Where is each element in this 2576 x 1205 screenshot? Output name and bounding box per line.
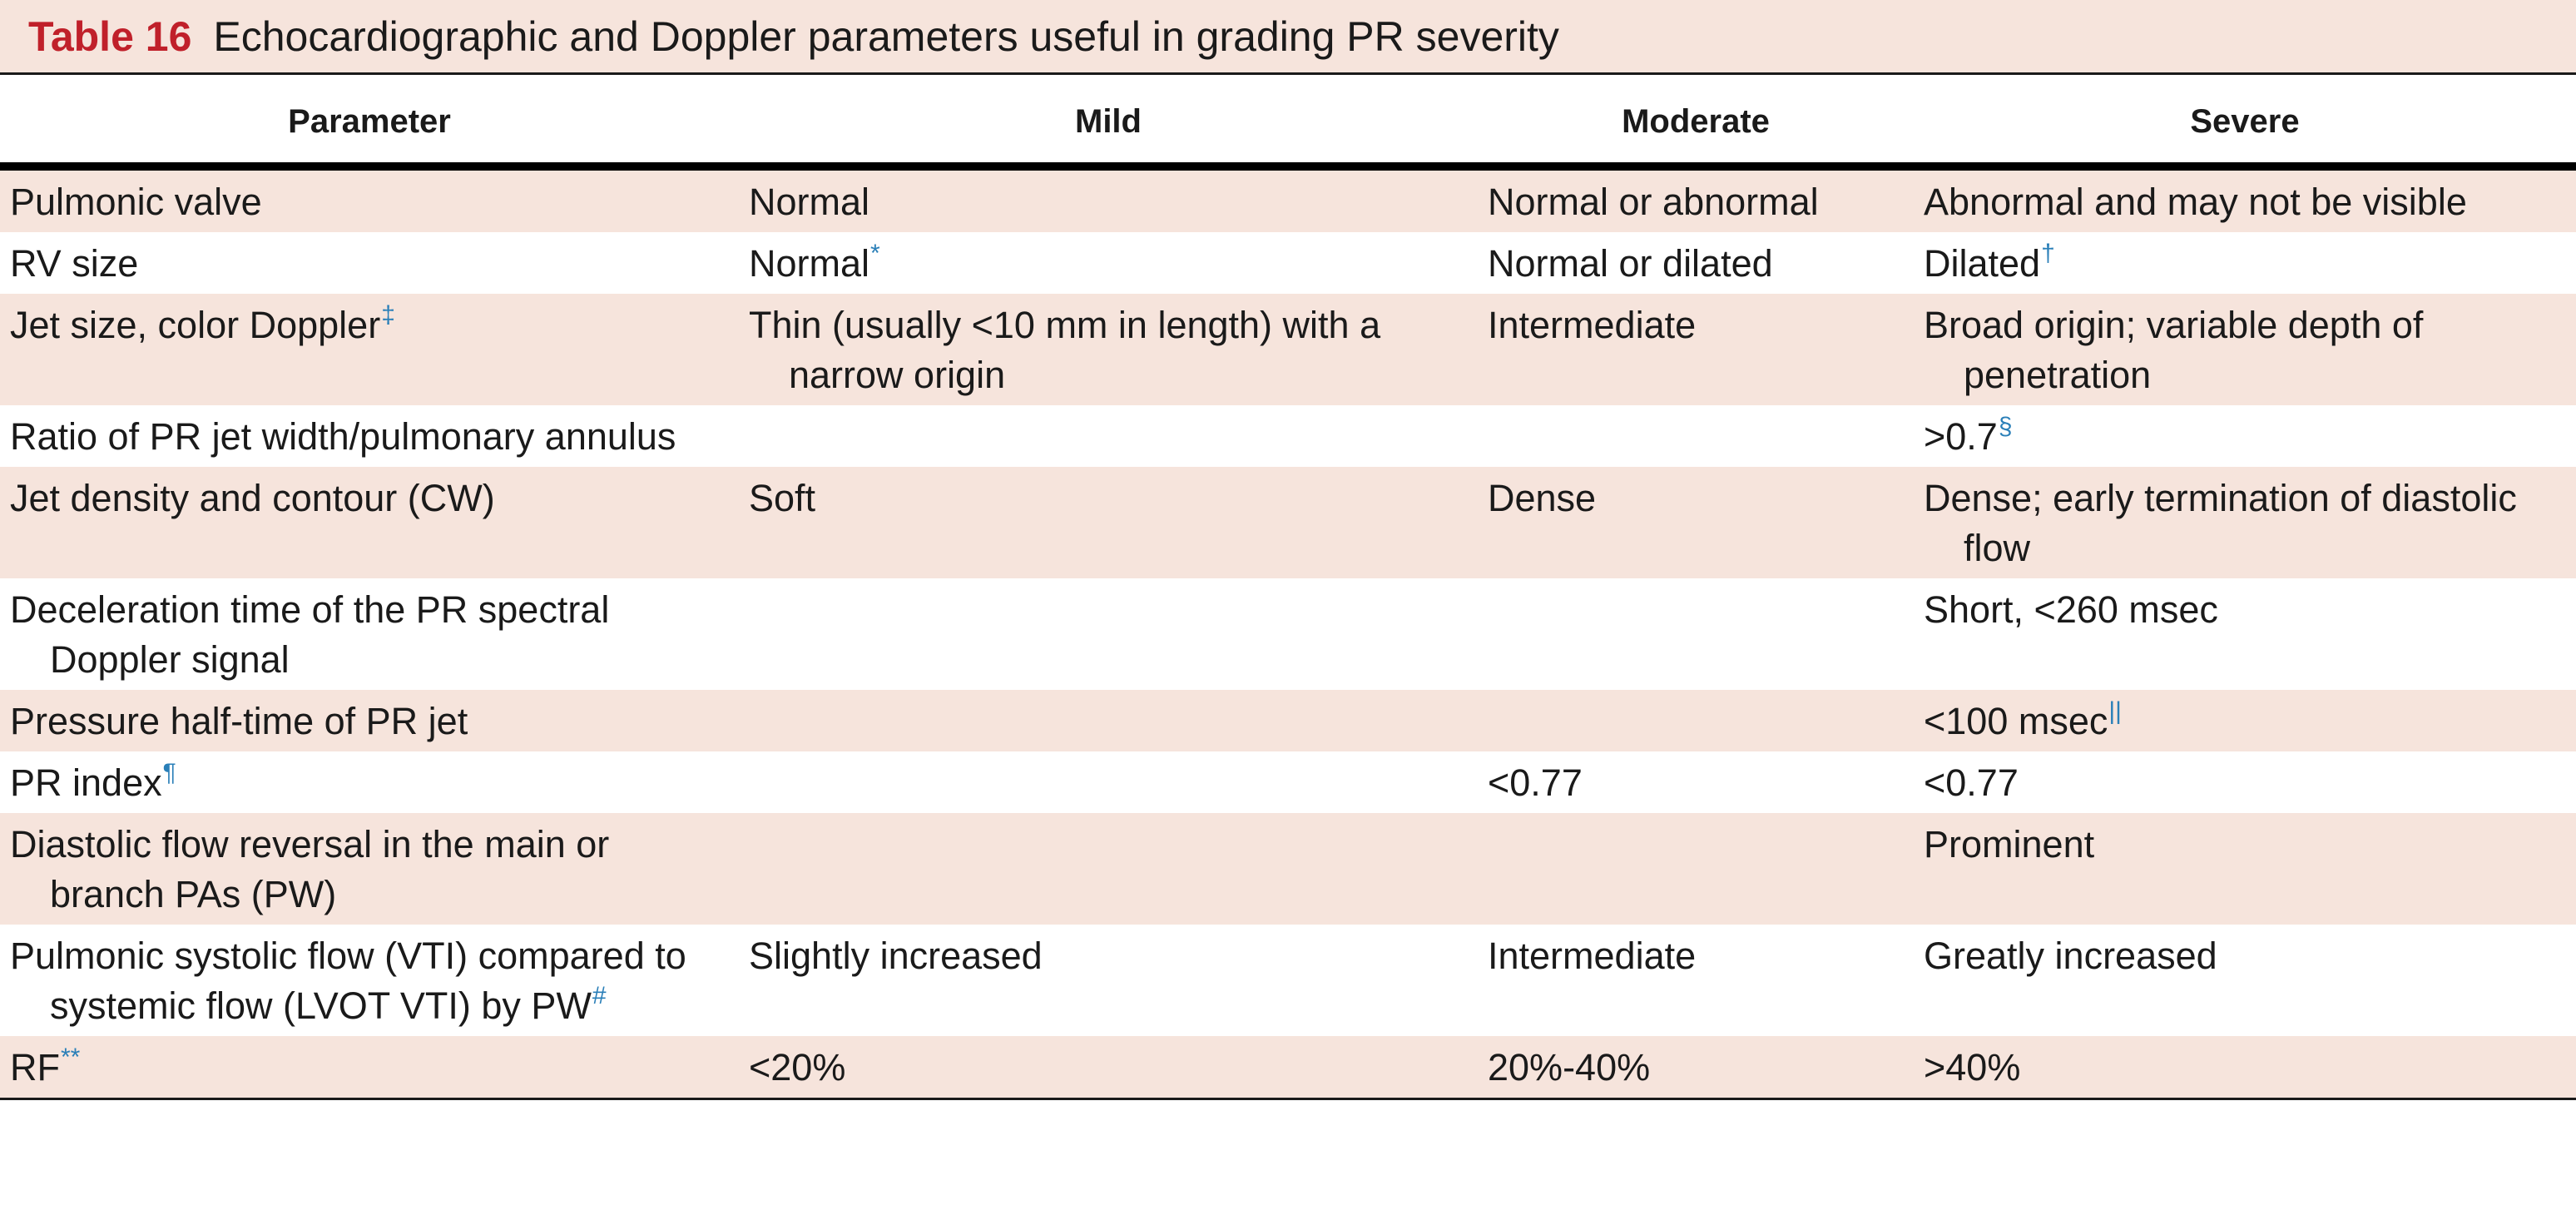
cell-text: Deceleration time of the PR spectral Doppler signal [10, 588, 610, 681]
cell-text: Normal or abnormal [1488, 181, 1819, 223]
cell-moderate [1478, 294, 1914, 405]
cell-severe [1914, 232, 2576, 294]
header-parameter: Parameter [0, 75, 739, 166]
cell-text: RF [10, 1046, 60, 1088]
cell-text: Diastolic flow reversal in the main or branch PAs (PW) [10, 823, 610, 915]
table-row [0, 232, 2576, 294]
cell-text: Broad origin; variable depth of penetration [1924, 304, 2424, 396]
cell-content [1924, 758, 2564, 808]
cell-text: Slightly increased [749, 935, 1043, 977]
cell-text: Soft [749, 477, 816, 519]
cell-parameter [0, 690, 739, 751]
table-row [0, 578, 2576, 690]
cell-text: Ratio of PR jet width/pulmonary annulus [10, 415, 676, 458]
cell-text: Normal or dilated [1488, 242, 1773, 285]
table-row [0, 751, 2576, 813]
cell-moderate [1478, 925, 1914, 1036]
table-row [0, 294, 2576, 405]
cell-text: Dense; early termination of diastolic flow [1924, 477, 2517, 569]
footnote-marker[interactable]: § [1998, 413, 2013, 440]
cell-text: RV size [10, 242, 139, 285]
cell-content [10, 177, 727, 227]
cell-content [1924, 412, 2564, 462]
cell-parameter [0, 294, 739, 405]
table-row [0, 690, 2576, 751]
cell-content [10, 239, 727, 289]
footnote-marker[interactable]: † [2041, 240, 2055, 267]
cell-severe [1914, 751, 2576, 813]
table-body [0, 166, 2576, 1099]
cell-content [1924, 474, 2564, 573]
cell-text: Pulmonic valve [10, 181, 262, 223]
header-moderate: Moderate [1478, 75, 1914, 166]
cell-content [1924, 585, 2564, 635]
cell-content [749, 931, 1466, 981]
header-mild: Mild [739, 75, 1478, 166]
cell-content [1488, 300, 1902, 350]
table-row [0, 925, 2576, 1036]
cell-text: 20%-40% [1488, 1046, 1651, 1088]
cell-moderate [1478, 232, 1914, 294]
table-label: Table 16 [28, 12, 192, 60]
cell-severe [1914, 690, 2576, 751]
cell-moderate [1478, 1036, 1914, 1099]
cell-content [1924, 300, 2564, 400]
cell-parameter [0, 1036, 739, 1099]
cell-severe [1914, 578, 2576, 690]
cell-content [10, 412, 727, 462]
table-header [0, 75, 2576, 166]
cell-text: Pulmonic systolic flow (VTI) compared to systemic flow (LVOT VTI) by PW [10, 935, 686, 1027]
table-row [0, 405, 2576, 467]
cell-text: Normal [749, 181, 870, 223]
cell-content [1488, 1043, 1902, 1093]
cell-content [1924, 697, 2564, 746]
cell-parameter [0, 578, 739, 690]
cell-content [10, 474, 727, 523]
cell-text: <0.77 [1488, 761, 1583, 804]
cell-content [1488, 931, 1902, 981]
cell-moderate [1478, 578, 1914, 690]
footnote-marker[interactable]: * [870, 240, 880, 267]
header-severe: Severe [1914, 75, 2576, 166]
cell-content [749, 177, 1466, 227]
footnote-marker[interactable]: ¶ [162, 759, 176, 786]
cell-content [1488, 177, 1902, 227]
cell-content [749, 300, 1466, 400]
cell-moderate [1478, 751, 1914, 813]
cell-mild [739, 467, 1478, 578]
cell-severe [1914, 294, 2576, 405]
cell-mild [739, 232, 1478, 294]
cell-moderate [1478, 690, 1914, 751]
cell-text: Dilated [1924, 242, 2041, 285]
cell-text: Prominent [1924, 823, 2095, 865]
cell-text: Greatly increased [1924, 935, 2217, 977]
cell-mild [739, 578, 1478, 690]
cell-content [1488, 758, 1902, 808]
cell-mild [739, 813, 1478, 925]
cell-severe [1914, 467, 2576, 578]
cell-text: Dense [1488, 477, 1597, 519]
cell-content [749, 474, 1466, 523]
table-row [0, 166, 2576, 232]
cell-text: Pressure half-time of PR jet [10, 700, 468, 742]
cell-content [1924, 177, 2564, 227]
cell-content [1924, 931, 2564, 981]
table-title: Echocardiographic and Doppler parameters useful in grading PR severity [213, 12, 1559, 60]
cell-parameter [0, 467, 739, 578]
cell-text: Normal [749, 242, 870, 285]
cell-parameter [0, 405, 739, 467]
cell-content [1488, 239, 1902, 289]
cell-content [10, 931, 727, 1031]
pr-severity-table [0, 75, 2576, 1100]
cell-text: <100 msec [1924, 700, 2108, 742]
table-row [0, 467, 2576, 578]
footnote-marker[interactable]: # [592, 982, 607, 1009]
cell-severe [1914, 813, 2576, 925]
table-caption [0, 0, 2576, 75]
cell-parameter [0, 166, 739, 232]
footnote-marker[interactable]: ** [61, 1044, 81, 1071]
cell-text: <20% [749, 1046, 846, 1088]
cell-content [10, 758, 727, 808]
footnote-marker[interactable]: || [2108, 697, 2122, 725]
footnote-marker[interactable]: ‡ [381, 301, 395, 329]
cell-mild [739, 1036, 1478, 1099]
cell-moderate [1478, 405, 1914, 467]
cell-text: >0.7 [1924, 415, 1998, 458]
cell-text: Thin (usually <10 mm in length) with a narrow origin [749, 304, 1381, 396]
cell-text: Jet size, color Doppler [10, 304, 381, 346]
cell-moderate [1478, 467, 1914, 578]
cell-severe [1914, 925, 2576, 1036]
table-row [0, 813, 2576, 925]
cell-severe [1914, 1036, 2576, 1099]
cell-text: Abnormal and may not be visible [1924, 181, 2467, 223]
cell-mild [739, 405, 1478, 467]
cell-parameter [0, 232, 739, 294]
cell-content [749, 1043, 1466, 1093]
cell-text: Intermediate [1488, 935, 1697, 977]
cell-content [10, 300, 727, 350]
cell-content [1488, 474, 1902, 523]
cell-mild [739, 751, 1478, 813]
cell-text: Jet density and contour (CW) [10, 477, 495, 519]
cell-content [10, 820, 727, 920]
cell-content [10, 697, 727, 746]
cell-parameter [0, 813, 739, 925]
cell-content [749, 239, 1466, 289]
cell-content [1924, 820, 2564, 870]
cell-content [10, 1043, 727, 1093]
cell-moderate [1478, 166, 1914, 232]
cell-text: Short, <260 msec [1924, 588, 2218, 631]
cell-moderate [1478, 813, 1914, 925]
cell-mild [739, 925, 1478, 1036]
cell-text: PR index [10, 761, 162, 804]
cell-content [1924, 239, 2564, 289]
cell-mild [739, 690, 1478, 751]
cell-mild [739, 166, 1478, 232]
cell-severe [1914, 166, 2576, 232]
header-row [0, 75, 2576, 166]
cell-mild [739, 294, 1478, 405]
cell-text: >40% [1924, 1046, 2021, 1088]
cell-parameter [0, 925, 739, 1036]
table-row [0, 1036, 2576, 1099]
cell-severe [1914, 405, 2576, 467]
cell-text: <0.77 [1924, 761, 2019, 804]
cell-content [1924, 1043, 2564, 1093]
cell-parameter [0, 751, 739, 813]
cell-content [10, 585, 727, 685]
cell-text: Intermediate [1488, 304, 1697, 346]
